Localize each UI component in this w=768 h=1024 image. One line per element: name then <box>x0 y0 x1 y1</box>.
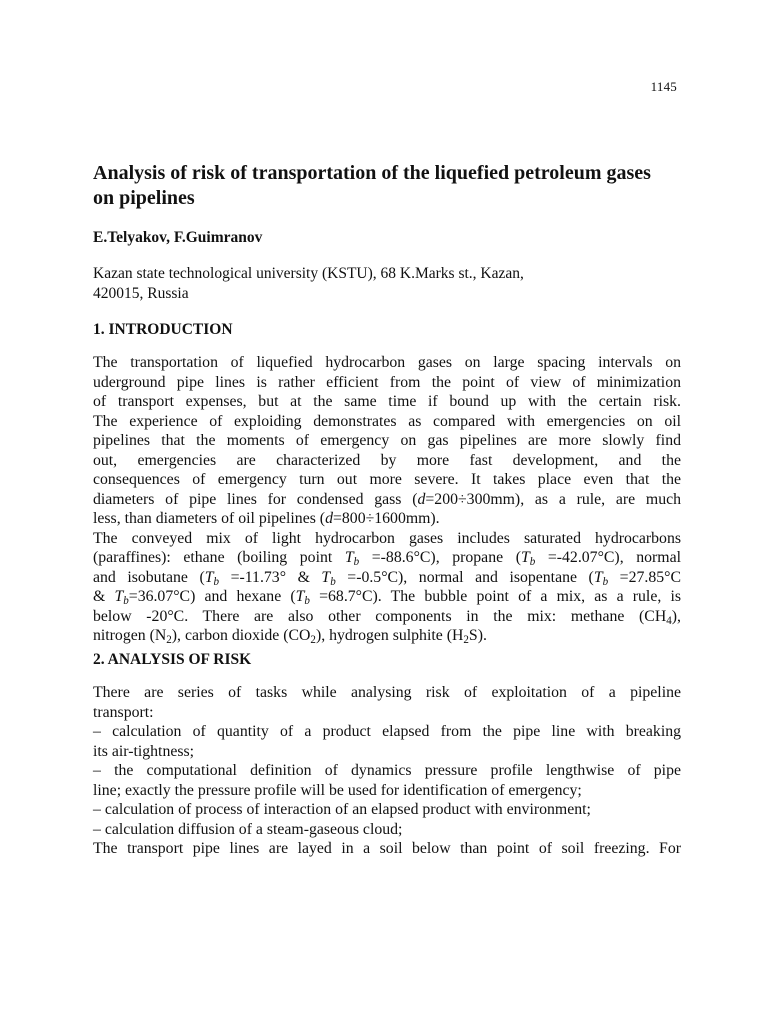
text-line: The conveyed mix of light hydrocarbon gases includes saturated hydrocarbons <box>93 529 681 547</box>
text-line: – the computational definition of dynamics pressure profile lengthwise of pipe <box>93 762 681 779</box>
text-line: – calculation of process of interaction of an elapsed product with environment; <box>93 801 591 818</box>
affiliation <box>93 264 683 304</box>
text-line: line; exactly the pressure profile will be used for identification of emergency; <box>93 781 582 799</box>
text-line: its air-tightness; <box>93 742 195 760</box>
text-line: The experience of exploiding demonstrates as compared with emergencies on oil <box>93 412 681 430</box>
text-line: of transport expenses, but at the same time if bound up with the certain risk. <box>93 393 681 410</box>
text-line: diameters of pipe lines for condensed gass (d=200÷300mm), as a rule, are much <box>93 490 681 508</box>
introduction-body <box>93 353 681 646</box>
text-line: – calculation diffusion of a steam-gaseous cloud; <box>93 820 403 838</box>
text-line: out, emergencies are characterized by more fast development, and the <box>93 451 681 469</box>
text-line: consequences of emergency turn out more severe. It takes place even that the <box>93 471 681 488</box>
section-heading-introduction: 1. INTRODUCTION <box>93 321 233 338</box>
authors: E.Telyakov, F.Guimranov <box>93 229 263 246</box>
text-line: transport: <box>93 703 154 721</box>
affiliation-line: Kazan state technological university (KSTU), 68 K.Marks st., Kazan, <box>93 265 524 282</box>
text-line: less, than diameters of oil pipelines (d=800÷1600mm). <box>93 510 440 527</box>
affiliation-line: 420015, Russia <box>93 285 189 302</box>
text-line: (paraffines): ethane (boiling point $T_b =-88.6^\circ C$), propane $(T_b =-42.07^\circ C)$, normal <box>93 549 681 568</box>
text-line: pipelines that the moments of emergency on gas pipelines are more slowly find <box>93 432 681 449</box>
text-line: – calculation of quantity of a product elapsed from the pipe line with breaking <box>93 723 681 740</box>
text-line: below -20°C. There are also other components in the mix: methane $(CH_4)$, <box>93 607 681 627</box>
section-heading-analysis-of-risk: 2. ANALYSIS OF RISK <box>93 651 252 668</box>
text-line: The transportation of liquefied hydrocarbon gases on large spacing intervals on <box>93 354 681 371</box>
paper-title: Analysis of risk of transportation of the liquefied petroleum gases on pipelines <box>93 162 651 209</box>
text-line: & $T_b=36.07^\circ C$) and hexane $(T_b =68.7^\circ C)$. The bubble point of a mix, as a rule, is <box>93 588 681 607</box>
text-line: The transport pipe lines are layed in a soil below than point of soil freezing. For <box>93 840 681 857</box>
text-line: nitrogen $(N_2)$, carbon dioxide $(CO_2)$, hydrogen sulphite $(H_2S)$. <box>93 627 487 646</box>
text-line: and isobutane ($T_b =-11.73^\circ$ & $T_b =-0.5^\circ C$), normal and isopentane ($T_b =27.85^\circ C$ <box>93 568 681 588</box>
analysis-body <box>93 683 681 859</box>
page-number: 1145 <box>650 79 677 94</box>
text-line: uderground pipe lines is rather efficient from the point of view of minimization <box>93 373 681 391</box>
text-line: There are series of tasks while analysing risk of exploitation of a pipeline <box>93 684 681 701</box>
